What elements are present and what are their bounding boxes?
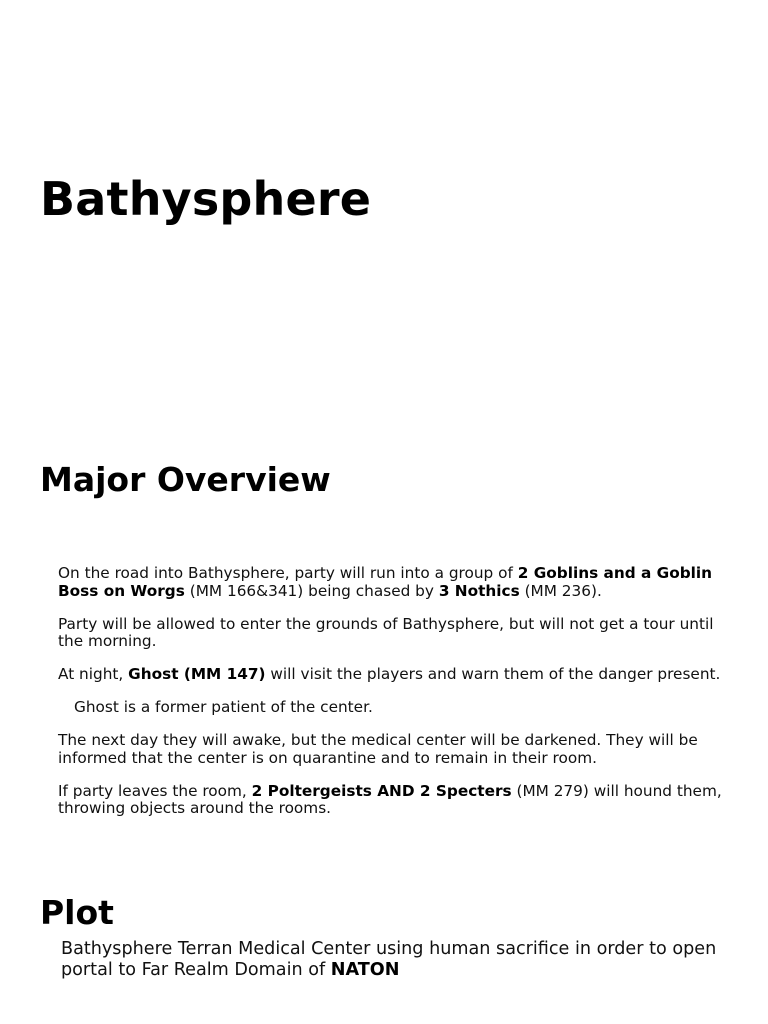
text: (MM 236).: [519, 581, 602, 600]
emphasis-goblins: 2 Goblins and a Goblin Boss on Worgs: [58, 564, 713, 600]
text: (MM 166&341) being chased by: [184, 581, 439, 600]
overview-paragraph-grounds: Party will be allowed to enter the grounds of Bathysphere, but will not get a tour until the morning.: [58, 614, 714, 650]
plot-paragraph: [61, 939, 741, 981]
text: At night,: [58, 665, 129, 683]
overview-paragraph-night: [58, 666, 728, 684]
text: If party leaves the room,: [58, 781, 252, 800]
emphasis-nothics: 3 Nothics: [438, 581, 520, 600]
overview-paragraph-ghost-note: Ghost is a former patient of the center.: [74, 698, 373, 716]
emphasis-poltergeists: 2 Poltergeists AND 2 Specters: [251, 781, 512, 800]
overview-paragraph-quarantine: The next day they will awake, but the medical center will be darkened. They will be informed that the center is on quarantine and to remain in their room.: [58, 731, 698, 767]
section-heading-major-overview: Major Overview: [40, 460, 331, 499]
overview-paragraph-poltergeists: [58, 783, 728, 818]
text: On the road into Bathysphere, party will run into a group of: [58, 564, 518, 582]
text: (MM 279) will hound them, throwing objects around the rooms.: [58, 781, 722, 817]
section-heading-plot: Plot: [40, 893, 114, 932]
overview-paragraph-encounter: [58, 565, 728, 600]
text: will visit the players and warn them of the danger present.: [265, 665, 721, 683]
text: Bathysphere Terran Medical Center using human sacrifice in order to open portal to Far Realm Domain of: [61, 939, 717, 980]
page-title: Bathysphere: [40, 172, 372, 226]
overview-section: [58, 565, 728, 833]
emphasis-naton: NATON: [330, 960, 400, 980]
emphasis-ghost: Ghost (MM 147): [128, 665, 266, 683]
